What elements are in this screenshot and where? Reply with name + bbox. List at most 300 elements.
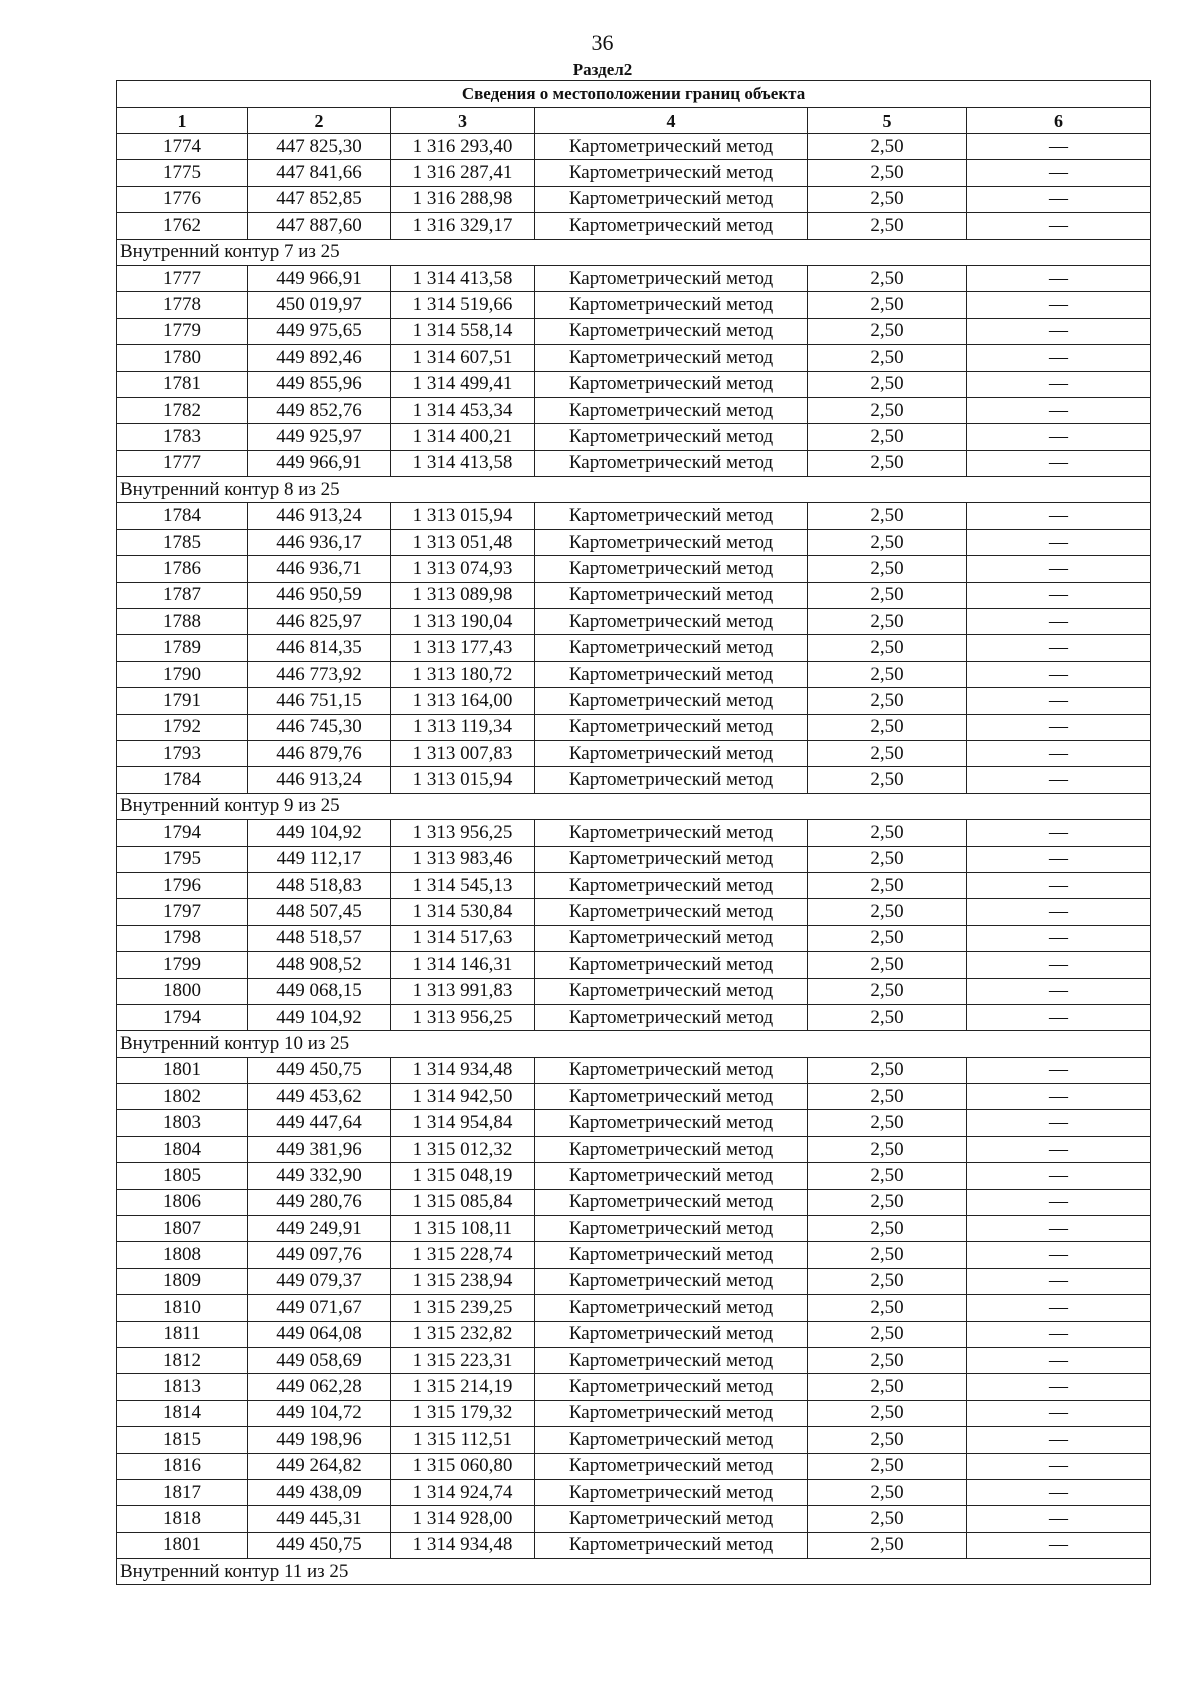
- description-cell: —: [967, 1110, 1151, 1136]
- accuracy-cell: 2,50: [808, 1004, 967, 1030]
- accuracy-cell: 2,50: [808, 292, 967, 318]
- accuracy-cell: 2,50: [808, 820, 967, 846]
- table-row: [117, 1268, 1151, 1294]
- accuracy-cell: 2,50: [808, 1163, 967, 1189]
- accuracy-cell: 2,50: [808, 450, 967, 476]
- point-number-cell: 1778: [117, 292, 248, 318]
- description-cell: —: [967, 186, 1151, 212]
- description-cell: —: [967, 661, 1151, 687]
- point-number-cell: 1817: [117, 1479, 248, 1505]
- x-coordinate-cell: 449 332,90: [248, 1163, 391, 1189]
- table-row: [117, 397, 1151, 423]
- description-cell: —: [967, 397, 1151, 423]
- point-number-cell: 1813: [117, 1374, 248, 1400]
- description-cell: —: [967, 1163, 1151, 1189]
- x-coordinate-cell: 449 892,46: [248, 345, 391, 371]
- description-cell: —: [967, 1400, 1151, 1426]
- description-cell: —: [967, 1268, 1151, 1294]
- accuracy-cell: 2,50: [808, 1084, 967, 1110]
- accuracy-cell: 2,50: [808, 635, 967, 661]
- method-cell: Картометрический метод: [535, 1189, 808, 1215]
- point-number-cell: 1792: [117, 714, 248, 740]
- accuracy-cell: 2,50: [808, 529, 967, 555]
- accuracy-cell: 2,50: [808, 925, 967, 951]
- accuracy-cell: 2,50: [808, 397, 967, 423]
- y-coordinate-cell: 1 314 413,58: [391, 450, 535, 476]
- accuracy-cell: 2,50: [808, 345, 967, 371]
- y-coordinate-cell: 1 315 048,19: [391, 1163, 535, 1189]
- point-number-cell: 1818: [117, 1506, 248, 1532]
- description-cell: —: [967, 450, 1151, 476]
- point-number-cell: 1816: [117, 1453, 248, 1479]
- accuracy-cell: 2,50: [808, 978, 967, 1004]
- description-cell: —: [967, 767, 1151, 793]
- description-cell: —: [967, 1374, 1151, 1400]
- method-cell: Картометрический метод: [535, 450, 808, 476]
- y-coordinate-cell: 1 314 499,41: [391, 371, 535, 397]
- table-row: [117, 134, 1151, 160]
- x-coordinate-cell: 446 950,59: [248, 582, 391, 608]
- point-number-cell: 1814: [117, 1400, 248, 1426]
- table-row: [117, 714, 1151, 740]
- x-coordinate-cell: 449 280,76: [248, 1189, 391, 1215]
- x-coordinate-cell: 446 814,35: [248, 635, 391, 661]
- description-cell: —: [967, 1427, 1151, 1453]
- y-coordinate-cell: 1 314 400,21: [391, 424, 535, 450]
- y-coordinate-cell: 1 313 074,93: [391, 556, 535, 582]
- point-number-cell: 1806: [117, 1189, 248, 1215]
- method-cell: Картометрический метод: [535, 1136, 808, 1162]
- x-coordinate-cell: 446 773,92: [248, 661, 391, 687]
- y-coordinate-cell: 1 313 164,00: [391, 688, 535, 714]
- y-coordinate-cell: 1 315 238,94: [391, 1268, 535, 1294]
- x-coordinate-cell: 449 062,28: [248, 1374, 391, 1400]
- y-coordinate-cell: 1 313 015,94: [391, 767, 535, 793]
- description-cell: —: [967, 265, 1151, 291]
- column-header: 5: [808, 108, 967, 134]
- point-number-cell: 1804: [117, 1136, 248, 1162]
- accuracy-cell: 2,50: [808, 1427, 967, 1453]
- y-coordinate-cell: 1 314 928,00: [391, 1506, 535, 1532]
- description-cell: —: [967, 925, 1151, 951]
- column-header: 3: [391, 108, 535, 134]
- x-coordinate-cell: 449 198,96: [248, 1427, 391, 1453]
- accuracy-cell: 2,50: [808, 318, 967, 344]
- method-cell: Картометрический метод: [535, 134, 808, 160]
- method-cell: Картометрический метод: [535, 661, 808, 687]
- accuracy-cell: 2,50: [808, 1189, 967, 1215]
- point-number-cell: 1780: [117, 345, 248, 371]
- y-coordinate-cell: 1 314 146,31: [391, 952, 535, 978]
- table-row: [117, 1506, 1151, 1532]
- table-row: [117, 1216, 1151, 1242]
- y-coordinate-cell: 1 313 956,25: [391, 820, 535, 846]
- point-number-cell: 1800: [117, 978, 248, 1004]
- point-number-cell: 1779: [117, 318, 248, 344]
- method-cell: Картометрический метод: [535, 1506, 808, 1532]
- method-cell: Картометрический метод: [535, 1347, 808, 1373]
- method-cell: Картометрический метод: [535, 1004, 808, 1030]
- table-row: [117, 899, 1151, 925]
- description-cell: —: [967, 1084, 1151, 1110]
- y-coordinate-cell: 1 315 060,80: [391, 1453, 535, 1479]
- x-coordinate-cell: 449 450,75: [248, 1532, 391, 1558]
- accuracy-cell: 2,50: [808, 1268, 967, 1294]
- column-header: 2: [248, 108, 391, 134]
- method-cell: Картометрический метод: [535, 1532, 808, 1558]
- method-cell: Картометрический метод: [535, 635, 808, 661]
- point-number-cell: 1811: [117, 1321, 248, 1347]
- contour-header-row: [117, 1031, 1151, 1057]
- method-cell: Картометрический метод: [535, 688, 808, 714]
- method-cell: Картометрический метод: [535, 345, 808, 371]
- table-row: [117, 1347, 1151, 1373]
- y-coordinate-cell: 1 315 232,82: [391, 1321, 535, 1347]
- table-caption: Сведения о местоположении границ объекта: [117, 81, 1151, 108]
- point-number-cell: 1809: [117, 1268, 248, 1294]
- y-coordinate-cell: 1 313 051,48: [391, 529, 535, 555]
- accuracy-cell: 2,50: [808, 160, 967, 186]
- y-coordinate-cell: 1 314 924,74: [391, 1479, 535, 1505]
- point-number-cell: 1775: [117, 160, 248, 186]
- point-number-cell: 1794: [117, 820, 248, 846]
- accuracy-cell: 2,50: [808, 371, 967, 397]
- method-cell: Картометрический метод: [535, 1427, 808, 1453]
- y-coordinate-cell: 1 313 007,83: [391, 740, 535, 766]
- method-cell: Картометрический метод: [535, 1057, 808, 1083]
- point-number-cell: 1796: [117, 872, 248, 898]
- x-coordinate-cell: 449 104,92: [248, 820, 391, 846]
- description-cell: —: [967, 872, 1151, 898]
- accuracy-cell: 2,50: [808, 1479, 967, 1505]
- table-row: [117, 1242, 1151, 1268]
- y-coordinate-cell: 1 313 177,43: [391, 635, 535, 661]
- table-caption-row: [117, 81, 1151, 108]
- point-number-cell: 1799: [117, 952, 248, 978]
- accuracy-cell: 2,50: [808, 582, 967, 608]
- method-cell: Картометрический метод: [535, 1479, 808, 1505]
- point-number-cell: 1789: [117, 635, 248, 661]
- table-row: [117, 1084, 1151, 1110]
- y-coordinate-cell: 1 313 119,34: [391, 714, 535, 740]
- point-number-cell: 1786: [117, 556, 248, 582]
- x-coordinate-cell: 446 879,76: [248, 740, 391, 766]
- y-coordinate-cell: 1 314 558,14: [391, 318, 535, 344]
- x-coordinate-cell: 448 507,45: [248, 899, 391, 925]
- x-coordinate-cell: 449 438,09: [248, 1479, 391, 1505]
- y-coordinate-cell: 1 313 015,94: [391, 503, 535, 529]
- table-row: [117, 846, 1151, 872]
- table-row: [117, 1136, 1151, 1162]
- point-number-cell: 1797: [117, 899, 248, 925]
- table-row: [117, 371, 1151, 397]
- description-cell: —: [967, 292, 1151, 318]
- description-cell: —: [967, 635, 1151, 661]
- accuracy-cell: 2,50: [808, 872, 967, 898]
- x-coordinate-cell: 449 966,91: [248, 265, 391, 291]
- x-coordinate-cell: 448 518,57: [248, 925, 391, 951]
- table-row: [117, 688, 1151, 714]
- table-row: [117, 1532, 1151, 1558]
- accuracy-cell: 2,50: [808, 1506, 967, 1532]
- method-cell: Картометрический метод: [535, 1268, 808, 1294]
- point-number-cell: 1810: [117, 1295, 248, 1321]
- description-cell: —: [967, 1242, 1151, 1268]
- accuracy-cell: 2,50: [808, 134, 967, 160]
- description-cell: —: [967, 740, 1151, 766]
- x-coordinate-cell: 449 097,76: [248, 1242, 391, 1268]
- description-cell: —: [967, 688, 1151, 714]
- method-cell: Картометрический метод: [535, 1400, 808, 1426]
- description-cell: —: [967, 1057, 1151, 1083]
- x-coordinate-cell: 446 825,97: [248, 609, 391, 635]
- point-number-cell: 1807: [117, 1216, 248, 1242]
- x-coordinate-cell: 449 966,91: [248, 450, 391, 476]
- x-coordinate-cell: 449 450,75: [248, 1057, 391, 1083]
- table-row: [117, 186, 1151, 212]
- point-number-cell: 1776: [117, 186, 248, 212]
- method-cell: Картометрический метод: [535, 952, 808, 978]
- table-row: [117, 556, 1151, 582]
- accuracy-cell: 2,50: [808, 1400, 967, 1426]
- y-coordinate-cell: 1 313 956,25: [391, 1004, 535, 1030]
- description-cell: —: [967, 345, 1151, 371]
- point-number-cell: 1783: [117, 424, 248, 450]
- description-cell: —: [967, 556, 1151, 582]
- table-row: [117, 529, 1151, 555]
- accuracy-cell: 2,50: [808, 213, 967, 239]
- method-cell: Картометрический метод: [535, 978, 808, 1004]
- y-coordinate-cell: 1 313 180,72: [391, 661, 535, 687]
- contour-header-row: [117, 793, 1151, 819]
- x-coordinate-cell: 447 825,30: [248, 134, 391, 160]
- method-cell: Картометрический метод: [535, 1163, 808, 1189]
- table-row: [117, 503, 1151, 529]
- description-cell: —: [967, 1295, 1151, 1321]
- method-cell: Картометрический метод: [535, 1110, 808, 1136]
- table-row: [117, 1163, 1151, 1189]
- table-header-row: [117, 108, 1151, 134]
- method-cell: Картометрический метод: [535, 213, 808, 239]
- x-coordinate-cell: 449 975,65: [248, 318, 391, 344]
- x-coordinate-cell: 449 453,62: [248, 1084, 391, 1110]
- x-coordinate-cell: 449 855,96: [248, 371, 391, 397]
- table-row: [117, 767, 1151, 793]
- contour-header-row: [117, 1559, 1151, 1585]
- y-coordinate-cell: 1 314 545,13: [391, 872, 535, 898]
- x-coordinate-cell: 450 019,97: [248, 292, 391, 318]
- description-cell: —: [967, 1479, 1151, 1505]
- x-coordinate-cell: 449 381,96: [248, 1136, 391, 1162]
- accuracy-cell: 2,50: [808, 846, 967, 872]
- column-header: 6: [967, 108, 1151, 134]
- method-cell: Картометрический метод: [535, 397, 808, 423]
- table-row: [117, 213, 1151, 239]
- x-coordinate-cell: 446 751,15: [248, 688, 391, 714]
- description-cell: —: [967, 1216, 1151, 1242]
- method-cell: Картометрический метод: [535, 318, 808, 344]
- method-cell: Картометрический метод: [535, 1242, 808, 1268]
- x-coordinate-cell: 449 064,08: [248, 1321, 391, 1347]
- table-row: [117, 1427, 1151, 1453]
- x-coordinate-cell: 446 913,24: [248, 767, 391, 793]
- accuracy-cell: 2,50: [808, 714, 967, 740]
- method-cell: Картометрический метод: [535, 186, 808, 212]
- point-number-cell: 1802: [117, 1084, 248, 1110]
- table-row: [117, 978, 1151, 1004]
- point-number-cell: 1794: [117, 1004, 248, 1030]
- table-body: [117, 81, 1151, 1585]
- table-row: [117, 450, 1151, 476]
- method-cell: Картометрический метод: [535, 872, 808, 898]
- y-coordinate-cell: 1 316 293,40: [391, 134, 535, 160]
- y-coordinate-cell: 1 314 519,66: [391, 292, 535, 318]
- point-number-cell: 1815: [117, 1427, 248, 1453]
- y-coordinate-cell: 1 314 607,51: [391, 345, 535, 371]
- accuracy-cell: 2,50: [808, 952, 967, 978]
- method-cell: Картометрический метод: [535, 529, 808, 555]
- method-cell: Картометрический метод: [535, 1295, 808, 1321]
- point-number-cell: 1785: [117, 529, 248, 555]
- point-number-cell: 1777: [117, 265, 248, 291]
- y-coordinate-cell: 1 314 517,63: [391, 925, 535, 951]
- y-coordinate-cell: 1 314 530,84: [391, 899, 535, 925]
- table-row: [117, 820, 1151, 846]
- point-number-cell: 1795: [117, 846, 248, 872]
- y-coordinate-cell: 1 316 287,41: [391, 160, 535, 186]
- column-header: 1: [117, 108, 248, 134]
- table-row: [117, 952, 1151, 978]
- x-coordinate-cell: 447 852,85: [248, 186, 391, 212]
- contour-label: Внутренний контур 11 из 25: [117, 1559, 1151, 1585]
- x-coordinate-cell: 449 249,91: [248, 1216, 391, 1242]
- method-cell: Картометрический метод: [535, 292, 808, 318]
- point-number-cell: 1777: [117, 450, 248, 476]
- contour-header-row: [117, 477, 1151, 503]
- y-coordinate-cell: 1 315 085,84: [391, 1189, 535, 1215]
- method-cell: Картометрический метод: [535, 556, 808, 582]
- description-cell: —: [967, 952, 1151, 978]
- accuracy-cell: 2,50: [808, 1347, 967, 1373]
- table-row: [117, 1479, 1151, 1505]
- method-cell: Картометрический метод: [535, 503, 808, 529]
- x-coordinate-cell: 447 887,60: [248, 213, 391, 239]
- accuracy-cell: 2,50: [808, 503, 967, 529]
- accuracy-cell: 2,50: [808, 661, 967, 687]
- method-cell: Картометрический метод: [535, 820, 808, 846]
- method-cell: Картометрический метод: [535, 265, 808, 291]
- column-header: 4: [535, 108, 808, 134]
- y-coordinate-cell: 1 315 108,11: [391, 1216, 535, 1242]
- x-coordinate-cell: 448 908,52: [248, 952, 391, 978]
- table-row: [117, 1189, 1151, 1215]
- description-cell: —: [967, 1347, 1151, 1373]
- accuracy-cell: 2,50: [808, 1532, 967, 1558]
- y-coordinate-cell: 1 316 329,17: [391, 213, 535, 239]
- description-cell: —: [967, 1506, 1151, 1532]
- x-coordinate-cell: 448 518,83: [248, 872, 391, 898]
- accuracy-cell: 2,50: [808, 1453, 967, 1479]
- method-cell: Картометрический метод: [535, 424, 808, 450]
- description-cell: —: [967, 318, 1151, 344]
- table-row: [117, 1110, 1151, 1136]
- method-cell: Картометрический метод: [535, 582, 808, 608]
- description-cell: —: [967, 609, 1151, 635]
- method-cell: Картометрический метод: [535, 1374, 808, 1400]
- y-coordinate-cell: 1 315 012,32: [391, 1136, 535, 1162]
- table-row: [117, 265, 1151, 291]
- description-cell: —: [967, 424, 1151, 450]
- x-coordinate-cell: 449 068,15: [248, 978, 391, 1004]
- accuracy-cell: 2,50: [808, 265, 967, 291]
- description-cell: —: [967, 1321, 1151, 1347]
- method-cell: Картометрический метод: [535, 740, 808, 766]
- description-cell: —: [967, 503, 1151, 529]
- table-row: [117, 582, 1151, 608]
- description-cell: —: [967, 899, 1151, 925]
- x-coordinate-cell: 446 745,30: [248, 714, 391, 740]
- description-cell: —: [967, 820, 1151, 846]
- point-number-cell: 1801: [117, 1532, 248, 1558]
- point-number-cell: 1801: [117, 1057, 248, 1083]
- method-cell: Картометрический метод: [535, 609, 808, 635]
- point-number-cell: 1762: [117, 213, 248, 239]
- table-row: [117, 160, 1151, 186]
- contour-label: Внутренний контур 10 из 25: [117, 1031, 1151, 1057]
- x-coordinate-cell: 449 079,37: [248, 1268, 391, 1294]
- description-cell: —: [967, 582, 1151, 608]
- description-cell: —: [967, 213, 1151, 239]
- boundary-coordinates-table: [116, 80, 1151, 1585]
- accuracy-cell: 2,50: [808, 1216, 967, 1242]
- table-row: [117, 1321, 1151, 1347]
- description-cell: —: [967, 1453, 1151, 1479]
- y-coordinate-cell: 1 314 453,34: [391, 397, 535, 423]
- accuracy-cell: 2,50: [808, 1295, 967, 1321]
- point-number-cell: 1791: [117, 688, 248, 714]
- contour-label: Внутренний контур 9 из 25: [117, 793, 1151, 819]
- description-cell: —: [967, 846, 1151, 872]
- y-coordinate-cell: 1 315 223,31: [391, 1347, 535, 1373]
- method-cell: Картометрический метод: [535, 1216, 808, 1242]
- point-number-cell: 1805: [117, 1163, 248, 1189]
- accuracy-cell: 2,50: [808, 767, 967, 793]
- method-cell: Картометрический метод: [535, 714, 808, 740]
- table-row: [117, 609, 1151, 635]
- y-coordinate-cell: 1 315 239,25: [391, 1295, 535, 1321]
- point-number-cell: 1808: [117, 1242, 248, 1268]
- method-cell: Картометрический метод: [535, 1084, 808, 1110]
- accuracy-cell: 2,50: [808, 740, 967, 766]
- point-number-cell: 1798: [117, 925, 248, 951]
- accuracy-cell: 2,50: [808, 1110, 967, 1136]
- accuracy-cell: 2,50: [808, 1057, 967, 1083]
- table-row: [117, 1400, 1151, 1426]
- description-cell: —: [967, 1136, 1151, 1162]
- x-coordinate-cell: 446 936,71: [248, 556, 391, 582]
- x-coordinate-cell: 449 104,92: [248, 1004, 391, 1030]
- point-number-cell: 1784: [117, 767, 248, 793]
- accuracy-cell: 2,50: [808, 556, 967, 582]
- description-cell: —: [967, 160, 1151, 186]
- method-cell: Картометрический метод: [535, 371, 808, 397]
- table-row: [117, 292, 1151, 318]
- accuracy-cell: 2,50: [808, 609, 967, 635]
- contour-label: Внутренний контур 8 из 25: [117, 477, 1151, 503]
- table-row: [117, 1295, 1151, 1321]
- description-cell: —: [967, 978, 1151, 1004]
- x-coordinate-cell: 449 445,31: [248, 1506, 391, 1532]
